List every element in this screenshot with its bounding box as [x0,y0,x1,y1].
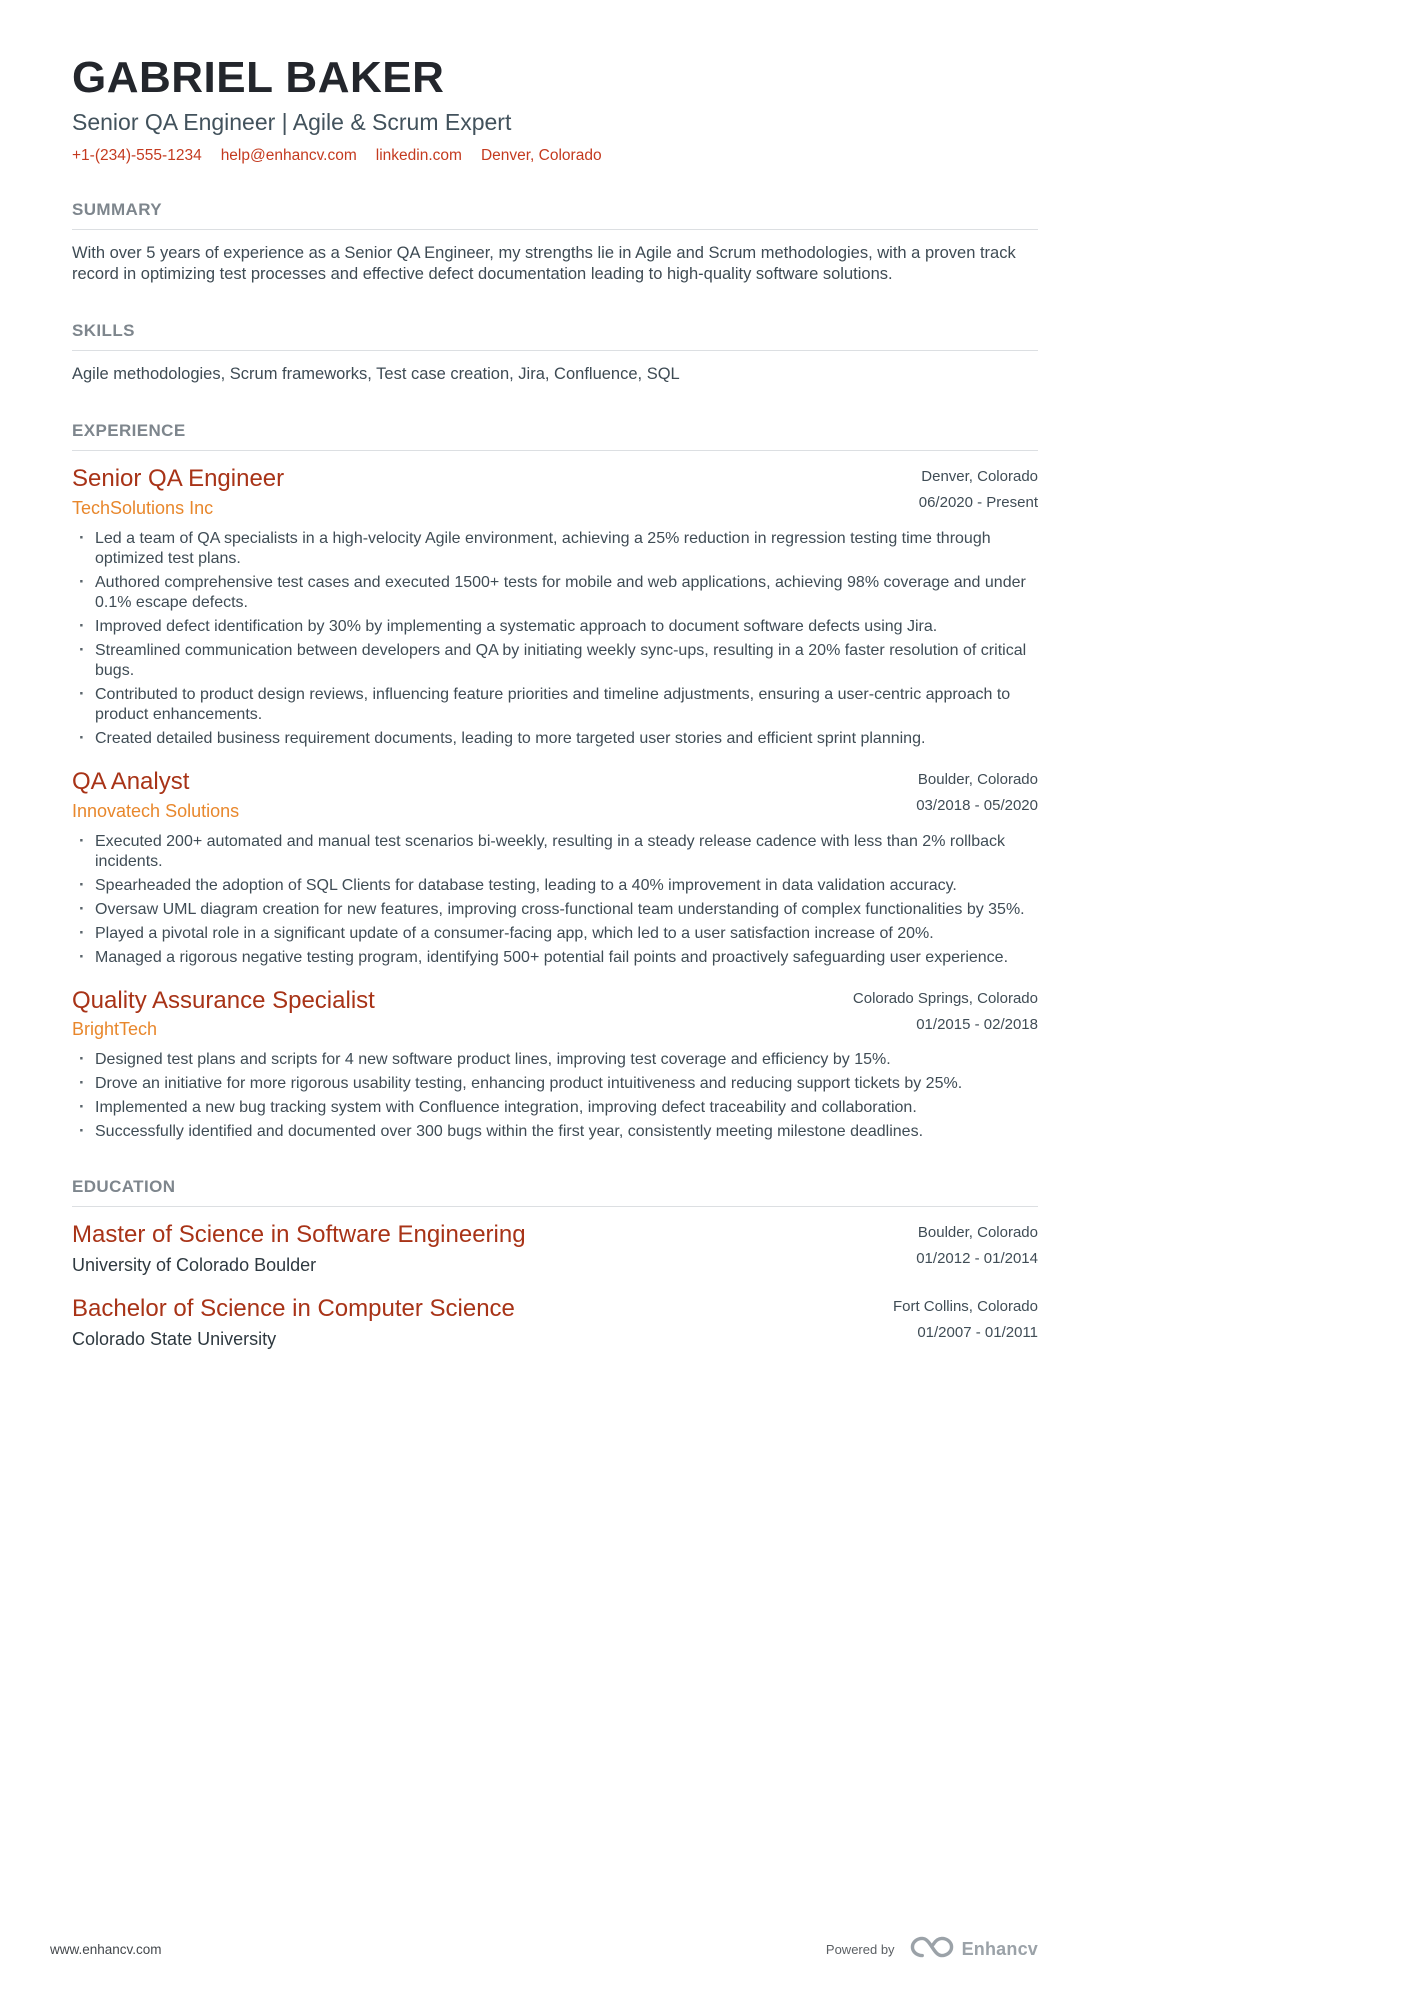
powered-by-group [826,1936,1038,1963]
bullet-list [72,1050,1038,1142]
enhancv-brand[interactable] [910,1936,1038,1963]
name-heading: GABRIEL BAKER [72,53,445,102]
phone-link[interactable]: +1-(234)-555-1234 [72,146,202,164]
school-name: Colorado State University [72,1329,277,1350]
degree-meta [893,1296,1038,1341]
school-name: University of Colorado Boulder [72,1255,317,1276]
degree-location: Boulder, Colorado [917,1224,1038,1242]
bullet-item: · Contributed to product design reviews, influencing feature priorities and timeline adjustments, ensuring a user-centric approach to product enhancements. [72,685,1038,725]
job-meta [916,769,1038,814]
job-entry [72,466,1038,749]
job-dates: 03/2018 - 05/2020 [916,796,1038,814]
job-location: Colorado Springs, Colorado [852,989,1038,1007]
enhancv-brand-label: Enhancv [961,1939,1038,1959]
enhancv-logo-icon [910,1936,954,1963]
degree-entry-left [72,1296,515,1350]
job-location: Denver, Colorado [921,467,1038,485]
bullet-list [72,832,1038,968]
job-entry [72,769,1038,968]
section-summary [72,200,1038,287]
section-experience [72,421,1038,1143]
job-entry-header [72,988,1038,1041]
degree-entry [72,1222,1038,1276]
bullet-item: · Streamlined communication between developers and QA by initiating weekly sync-ups, resulting in a 20% faster resolution of critical bugs. [72,641,1038,681]
job-entry-left [72,769,239,822]
contact-row [72,147,1038,165]
degree-entry [72,1296,1038,1350]
education-heading: EDUCATION [72,1177,1038,1207]
bullet-item: · Managed a rigorous negative testing program, identifying 500+ potential fail points and proactively safeguarding user experience. [72,948,1038,968]
degree-entry-header [72,1296,1038,1350]
bullet-item: · Led a team of QA specialists in a high-velocity Agile environment, achieving a 25% reduction in regression testing time through optimized test plans. [72,529,1038,569]
section-skills [72,321,1038,386]
powered-by-label: Powered by [825,1942,895,1957]
job-title: QA Analyst [72,767,190,795]
bullet-item: · Improved defect identification by 30% by implementing a systematic approach to document software defects using Jira. [72,617,1038,637]
headline: Senior QA Engineer | Agile & Scrum Expert [72,108,512,135]
degree-entry-left [72,1222,526,1276]
company-name: TechSolutions Inc [72,497,214,518]
degree-entry-header [72,1222,1038,1276]
degree-title: Master of Science in Software Engineering [72,1221,526,1249]
job-location: Boulder, Colorado [917,770,1038,788]
job-meta [853,988,1038,1033]
job-dates: 06/2020 - Present [918,493,1038,511]
bullet-item: · Played a pivotal role in a significant update of a consumer-facing app, which led to a user satisfaction increase of 20%. [72,924,1038,944]
footer [50,1936,1038,1963]
degree-meta [916,1222,1038,1267]
bullet-item: · Created detailed business requirement documents, leading to more targeted user stories and efficient sprint planning. [72,729,1038,749]
site-link[interactable]: www.enhancv.com [50,1942,162,1957]
degree-location: Fort Collins, Colorado [892,1298,1038,1316]
bullet-item: · Authored comprehensive test cases and executed 1500+ tests for mobile and web applications, achieving 98% coverage and under 0.1% escape defects. [72,573,1038,613]
summary-heading: SUMMARY [72,200,1038,230]
job-entry [72,988,1038,1143]
experience-heading: EXPERIENCE [72,421,1038,451]
bullet-item: · Executed 200+ automated and manual test scenarios bi-weekly, resulting in a steady release cadence with less than 2% rollback incidents. [72,832,1038,872]
job-entry-left [72,466,284,519]
bullet-item: · Successfully identified and documented over 300 bugs within the first year, consistently meeting milestone deadlines. [72,1122,1038,1142]
location-text: Denver, Colorado [480,146,602,164]
bullet-item: · Implemented a new bug tracking system with Confluence integration, improving defect traceability and collaboration. [72,1098,1038,1118]
bullet-item: · Spearheaded the adoption of SQL Clients for database testing, leading to a 40% improvement in data validation accuracy. [72,876,1038,896]
job-entry-header [72,769,1038,822]
skills-text: Agile methodologies, Scrum frameworks, Test case creation, Jira, Confluence, SQL [72,365,680,384]
resume-content [72,54,1038,1350]
skills-heading: SKILLS [72,321,1038,351]
job-entry-left [72,988,375,1041]
summary-text: With over 5 years of experience as a Senior QA Engineer, my strengths lie in Agile and Scrum methodologies, with a proven track record in optimizing test processes and effective defect documentation leading to high-quality software solutions. [72,243,1016,284]
degree-dates: 01/2007 - 01/2011 [917,1324,1038,1342]
bullet-item: · Drove an initiative for more rigorous usability testing, enhancing product intuitiveness and reducing support tickets by 25%. [72,1074,1038,1094]
job-title: Quality Assurance Specialist [72,986,375,1014]
bullet-item: · Designed test plans and scripts for 4 new software product lines, improving test coverage and efficiency by 15%. [72,1050,1038,1070]
company-name: Innovatech Solutions [72,800,240,821]
resume-header [72,54,1038,165]
job-entry-header [72,466,1038,519]
job-dates: 01/2015 - 02/2018 [916,1015,1038,1033]
company-name: BrightTech [72,1019,158,1040]
bullet-list [72,529,1038,749]
degree-dates: 01/2012 - 01/2014 [916,1250,1038,1268]
degree-title: Bachelor of Science in Computer Science [72,1295,515,1323]
job-title: Senior QA Engineer [72,464,285,492]
bullet-item: · Oversaw UML diagram creation for new features, improving cross-functional team understanding of complex functionalities by 35%. [72,900,1038,920]
linkedin-link[interactable]: linkedin.com [375,146,462,164]
job-meta [919,466,1038,511]
section-education [72,1177,1038,1350]
email-link[interactable]: help@enhancv.com [220,146,357,164]
